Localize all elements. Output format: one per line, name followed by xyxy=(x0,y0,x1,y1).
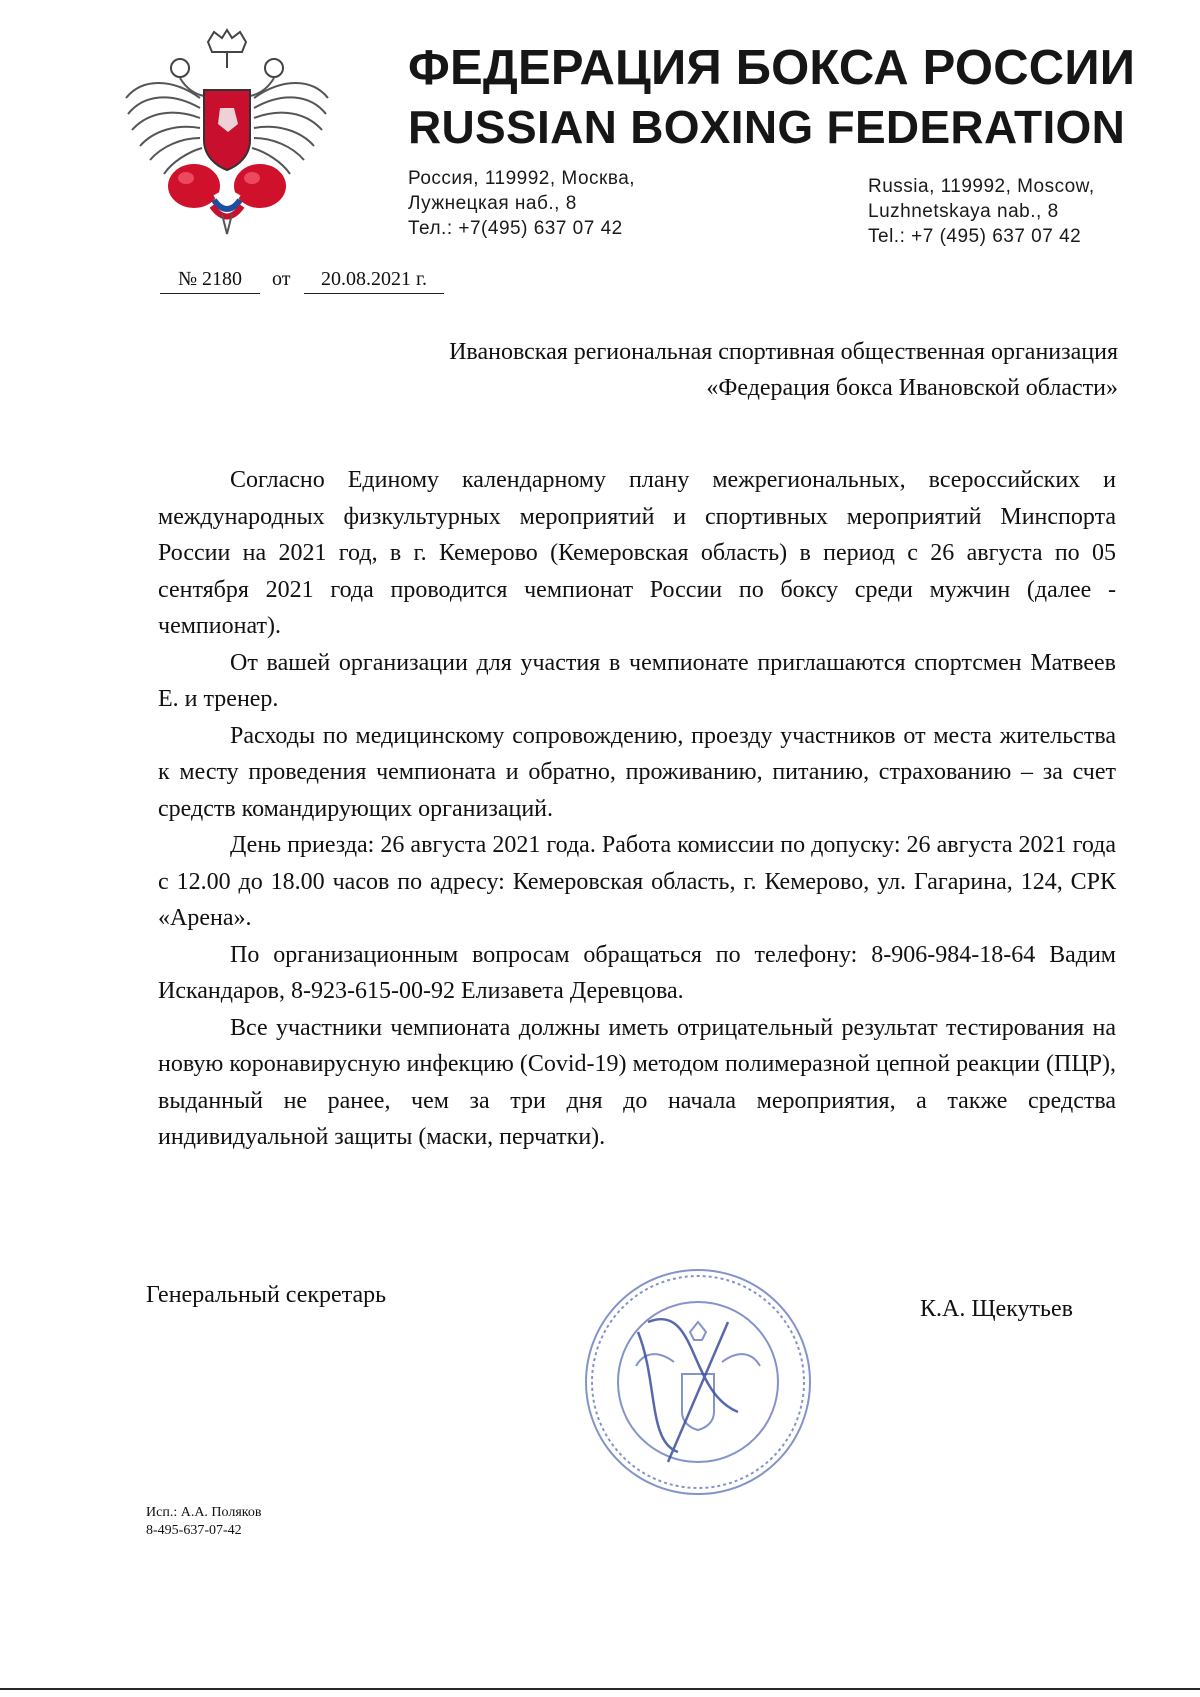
organization-name-ru: ФЕДЕРАЦИЯ БОКСА РОССИИ xyxy=(408,41,1136,95)
body-paragraph: Расходы по медицинскому сопровождению, проезду участников от места жительства к месту проведения чемпионата и обратно, проживанию, питанию, страхованию – за счет средств командирующих организаций. xyxy=(158,722,1116,822)
address-line: Luzhnetskaya nab., 8 xyxy=(868,201,1059,222)
address-line: Тел.: +7(495) 637 07 42 xyxy=(408,218,623,239)
letter-number: № 2180 xyxy=(160,268,260,294)
executor-name: Исп.: А.А. Поляков xyxy=(146,1505,262,1520)
letter-from-word: от xyxy=(272,268,291,290)
body-paragraph: От вашей организации для участия в чемпионате приглашаются спортсмен Матвеев Е. и тренер. xyxy=(158,649,1116,712)
address-line: Россия, 119992, Москва, xyxy=(408,168,636,189)
address-line: Russia, 119992, Moscow, xyxy=(868,176,1095,197)
executor-phone: 8-495-637-07-42 xyxy=(146,1523,242,1538)
letter-body xyxy=(158,462,1116,1156)
signatory-name: К.А. Щекутьев xyxy=(920,1296,1073,1322)
body-paragraph: По организационным вопросам обращаться по телефону: 8-906-984-18-64 Вадим Искандаров, 8-923-615-00-92 Елизавета Деревцова. xyxy=(158,941,1116,1004)
address-block-ru xyxy=(408,166,635,241)
address-line: Tel.: +7 (495) 637 07 42 xyxy=(868,226,1082,247)
body-paragraph: Согласно Единому календарному плану межрегиональных, всероссийских и международных физкультурных мероприятий и спортивных мероприятий Минспорта России на 2021 год, в г. Кемерово (Кемеровская область) в период с 26 августа по 05 сентября 2021 года проводится чемпионат России по боксу среди мужчин (далее - чемпионат). xyxy=(158,467,1116,639)
round-seal-stamp-icon xyxy=(578,1262,818,1502)
double-headed-eagle-emblem-icon xyxy=(122,28,332,238)
letter-date: 20.08.2021 г. xyxy=(304,268,444,294)
executor-block xyxy=(146,1504,261,1540)
body-paragraph: Все участники чемпионата должны иметь отрицательный результат тестирования на новую коронавирусную инфекцию (Covid-19) методом полимеразной цепной реакции (ПЦР), выданный не ранее, чем за три дня до начала мероприятия, а также средства индивидуальной защиты (маски, перчатки). xyxy=(158,1014,1116,1150)
body-paragraph: День приезда: 26 августа 2021 года. Работа комиссии по допуску: 26 августа 2021 года с 12.00 до 18.00 часов по адресу: Кемеровская область, г. Кемерово, ул. Гагарина, 124, СРК «Арена». xyxy=(158,832,1116,931)
page-bottom-edge xyxy=(0,1688,1200,1690)
address-line: Лужнецкая наб., 8 xyxy=(408,193,577,214)
signatory-title: Генеральный секретарь xyxy=(146,1282,387,1308)
organization-name-en: RUSSIAN BOXING FEDERATION xyxy=(408,101,1126,153)
addressee: Ивановская региональная спортивная общественная организация «Федерация бокса Ивановской области» xyxy=(449,339,1118,401)
address-block-en xyxy=(868,174,1095,249)
